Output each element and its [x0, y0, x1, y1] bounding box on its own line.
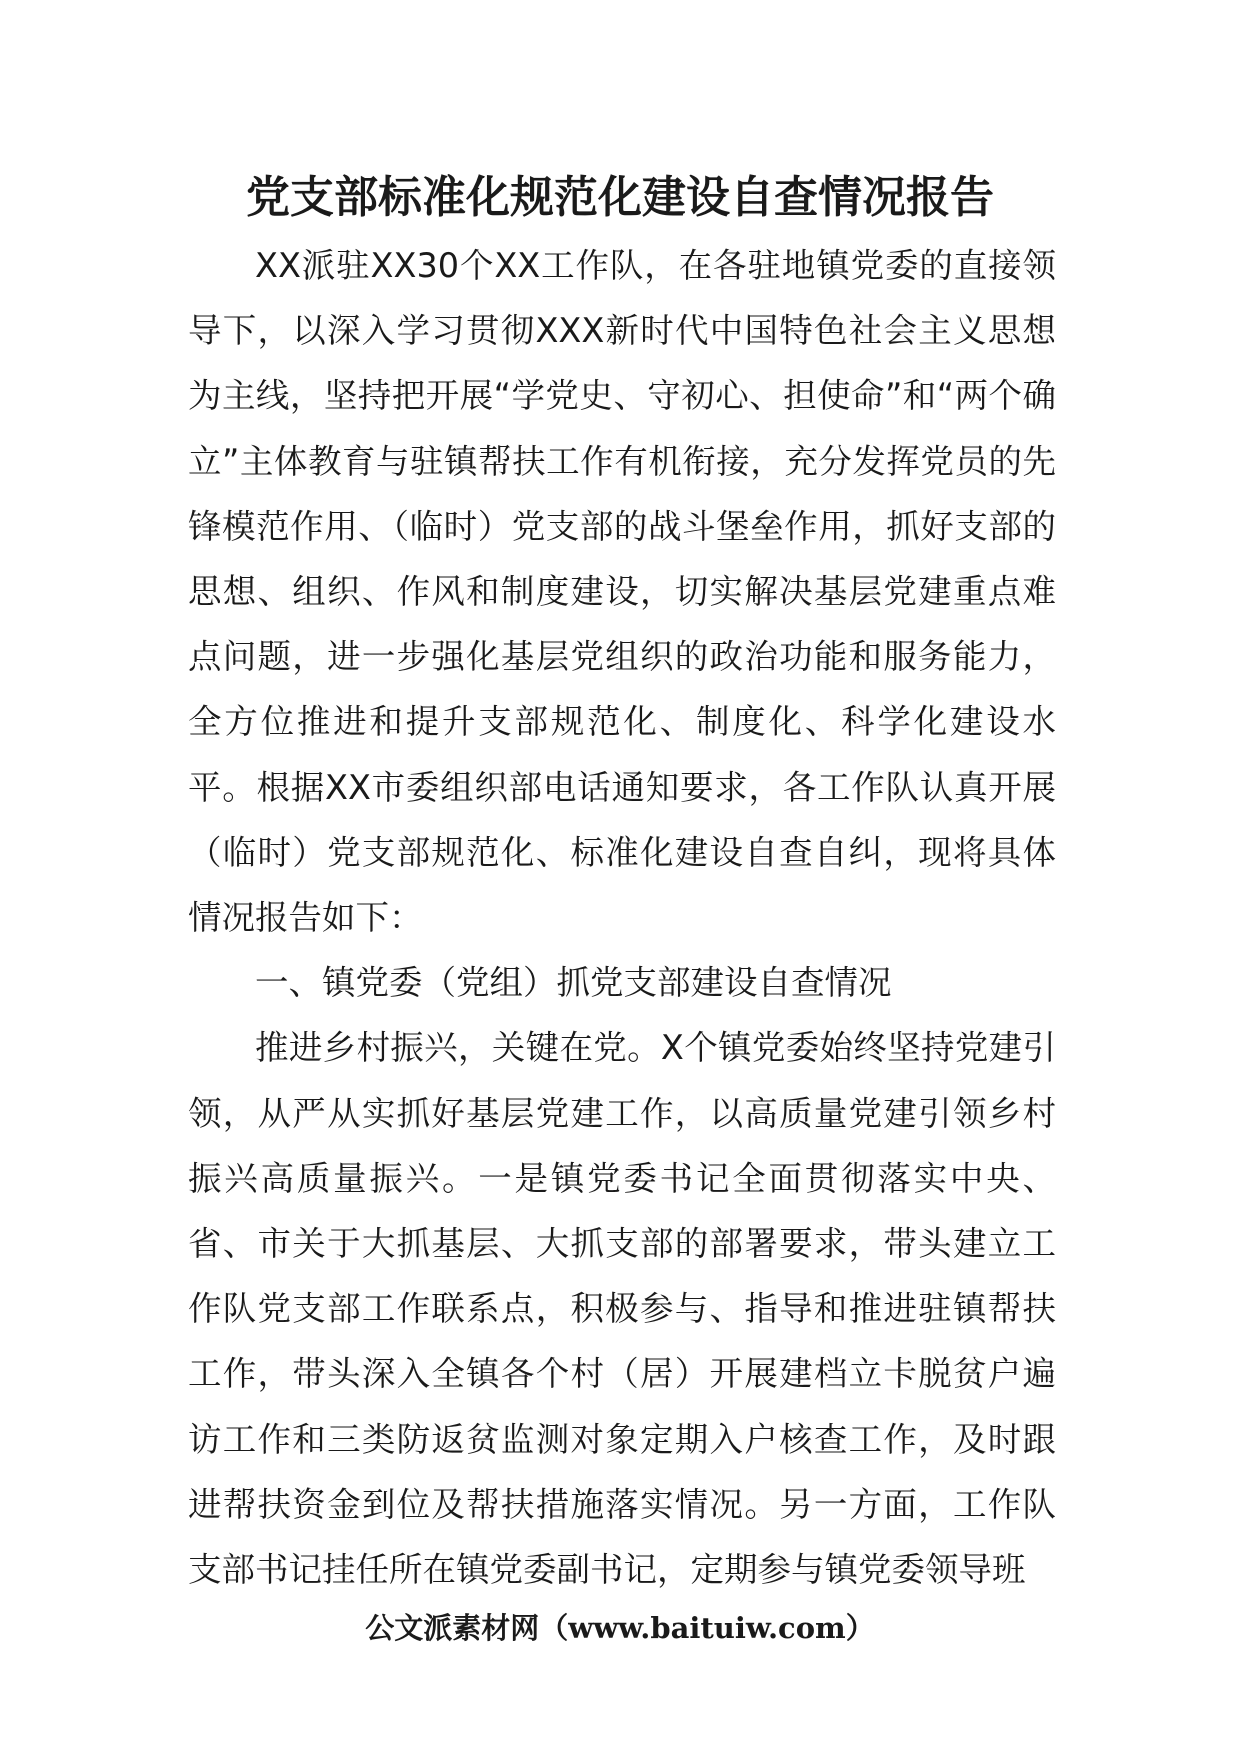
section-heading: 一、镇党委（党组）抓党支部建设自查情况	[255, 963, 892, 1003]
footer-watermark: 公文派素材网（www.baituiw.com）	[365, 1611, 875, 1645]
paragraph-intro: XX派驻XX30个XX工作队，在各驻地镇党委的直接领导下，以深入学习贯彻XXX新时代中国特色社会主义思想为主线，坚持把开展“学党史、守初心、担使命”和“两个确立”主体教育与驻镇帮扶工作有机衔接，充分发挥党员的先锋模范作用、（临时）党支部的战斗堡垒作用，抓好支部的思想、组织、作风和制度建设，切实解决基层党建重点难点问题，进一步强化基层党组织的政治功能和服务能力，全方位推进和提升支部规范化、制度化、科学化建设水平。根据XX市委组织部电话通知要求，各工作队认真开展（临时）党支部规范化、标准化建设自查自纠，现将具体情况报告如下：	[188, 246, 1056, 938]
document-body	[188, 233, 1056, 1602]
document-title: 党支部标准化规范化建设自查情况报告	[246, 172, 994, 223]
paragraph-section-1: 推进乡村振兴，关键在党。X个镇党委始终坚持党建引领，从严从实抓好基层党建工作，以高质量党建引领乡村振兴高质量振兴。一是镇党委书记全面贯彻落实中央、省、市关于大抓基层、大抓支部的部署要求，带头建立工作队党支部工作联系点，积极参与、指导和推进驻镇帮扶工作，带头深入全镇各个村（居）开展建档立卡脱贫户遍访工作和三类防返贫监测对象定期入户核查工作，及时跟进帮扶资金到位及帮扶措施落实情况。另一方面，工作队支部书记挂任所在镇党委副书记，定期参与镇党委领导班	[188, 1028, 1056, 1590]
